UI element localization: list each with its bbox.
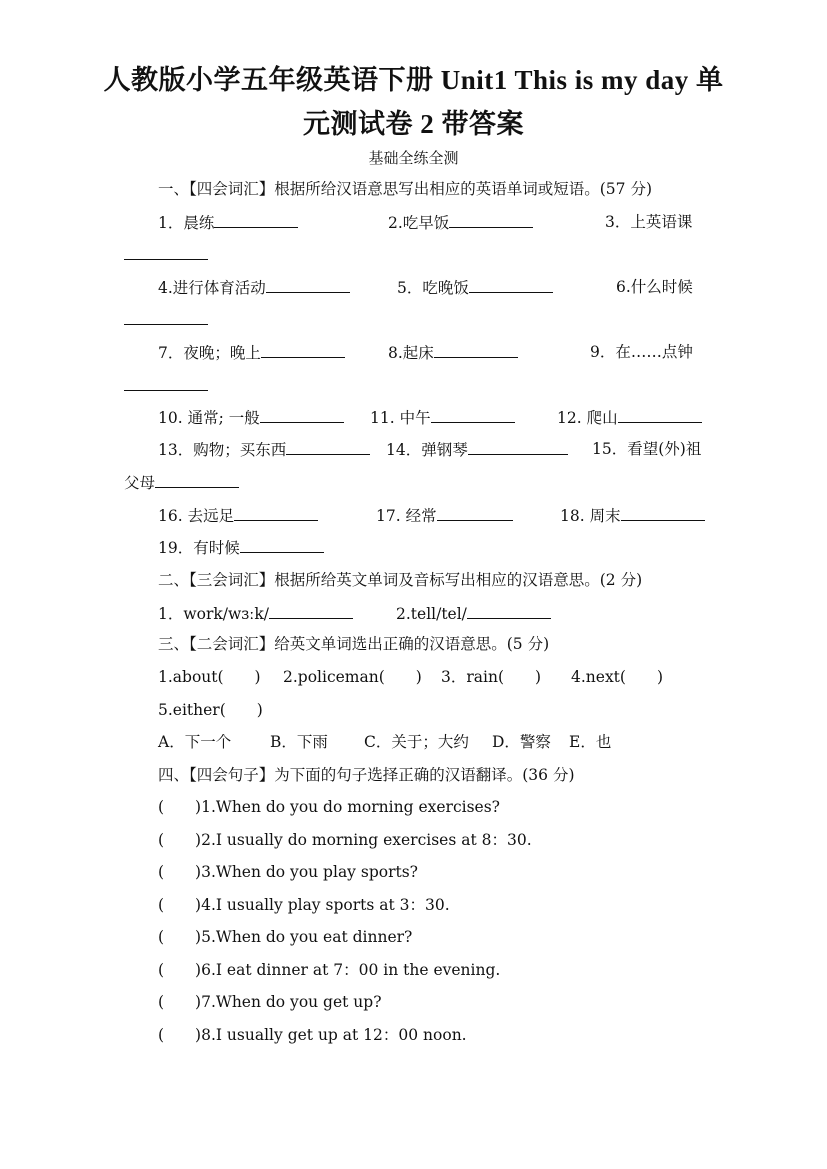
choice-item[interactable]: 4.next( ) [571,668,664,686]
section-2-heading: 二、【三会词汇】根据所给英文单词及音标写出相应的汉语意思。(2 分) [158,571,643,589]
sentence-item[interactable]: ( )4.I usually play sports at 3：30. [158,896,450,914]
title-line-2: 元测试卷 2 带答案 [303,109,524,139]
vocab-item: 2.tell/tel/ [396,603,551,624]
vocab-item: 6.什么时候 [616,278,693,296]
answer-blank-wrap [124,375,208,396]
sentence-item[interactable]: ( )6.I eat dinner at 7：00 in the evening. [158,961,501,979]
vocab-item: 17. 经常 [376,505,513,526]
sentence-item[interactable]: ( )8.I usually get up at 12：00 noon. [158,1026,467,1044]
option-a: A．下一个 [158,733,232,751]
answer-blank[interactable] [269,603,353,619]
vocab-item: 14．弹钢琴 [386,439,568,460]
sentence-item[interactable]: ( )3.When do you play sports? [158,863,418,881]
answer-blank[interactable] [234,505,318,521]
option-e: E．也 [569,733,612,751]
vocab-item: 15．看望(外)祖 [592,440,702,458]
choice-item[interactable]: 5.either( ) [158,701,263,719]
vocab-item: 父母 [124,472,239,493]
answer-blank[interactable] [266,277,350,293]
sentence-item[interactable]: ( )5.When do you eat dinner? [158,928,413,946]
option-c: C．关于；大约 [364,733,469,751]
sentence-item[interactable]: ( )2.I usually do morning exercises at 8：30. [158,831,532,849]
vocab-item: 5．吃晚饭 [397,277,553,298]
vocab-item: 9．在……点钟 [590,343,693,361]
section-1-heading: 一、【四会词汇】根据所给汉语意思写出相应的英语单词或短语。(57 分) [158,180,652,198]
section-4-heading: 四、【四会句子】为下面的句子选择正确的汉语翻译。(36 分) [158,766,575,784]
answer-blank[interactable] [437,505,513,521]
vocab-item: 13．购物；买东西 [158,439,370,460]
answer-blank[interactable] [621,505,705,521]
vocab-item: 2.吃早饭 [388,212,533,233]
vocab-item: 1．晨练 [158,212,298,233]
answer-blank-wrap [124,309,208,330]
answer-blank[interactable] [468,439,568,455]
vocab-item: 4.进行体育活动 [158,277,350,298]
vocab-item: 7．夜晚；晚上 [158,342,345,363]
answer-blank[interactable] [261,342,345,358]
vocab-item: 8.起床 [388,342,518,363]
vocab-item: 16. 去远足 [158,505,318,526]
answer-blank[interactable] [434,342,518,358]
answer-blank[interactable] [240,537,324,553]
vocab-item: 1．work/wɜːk/ [158,603,353,624]
sentence-item[interactable]: ( )7.When do you get up? [158,993,382,1011]
vocab-item: 12. 爬山 [557,407,702,428]
answer-blank[interactable] [469,277,553,293]
answer-blank[interactable] [260,407,344,423]
vocab-item: 11. 中午 [370,407,515,428]
section-3-heading: 三、【二会词汇】给英文单词选出正确的汉语意思。(5 分) [158,635,550,653]
answer-blank[interactable] [124,244,208,260]
title-line-1: 人教版小学五年级英语下册 Unit1 This is my day 单 [103,65,724,95]
choice-item[interactable]: 2.policeman( ) [283,668,422,686]
subtitle: 基础全练全测 [368,149,459,167]
answer-blank[interactable] [124,309,208,325]
choice-item[interactable]: 1.about( ) [158,668,261,686]
answer-blank[interactable] [467,603,551,619]
option-d: D．警察 [492,733,551,751]
answer-blank[interactable] [155,472,239,488]
vocab-item: 10. 通常; 一般 [158,407,344,428]
vocab-item: 18. 周末 [560,505,705,526]
choice-item[interactable]: 3．rain( ) [441,668,542,686]
vocab-item: 19．有时候 [158,537,324,558]
answer-blank[interactable] [286,439,370,455]
answer-blank[interactable] [449,212,533,228]
answer-blank[interactable] [214,212,298,228]
answer-blank[interactable] [618,407,702,423]
sentence-item[interactable]: ( )1.When do you do morning exercises? [158,798,500,816]
answer-blank-wrap [124,244,208,265]
answer-blank[interactable] [431,407,515,423]
vocab-item: 3．上英语课 [605,213,693,231]
answer-blank[interactable] [124,375,208,391]
option-b: B．下雨 [270,733,328,751]
